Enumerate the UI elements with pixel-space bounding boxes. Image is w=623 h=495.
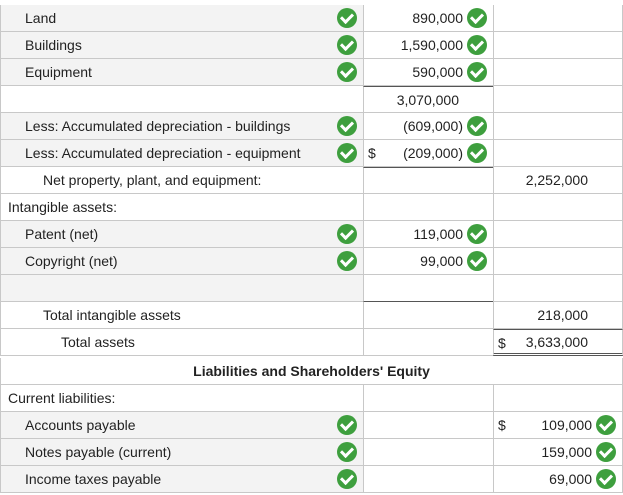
row-accounts-payable bbox=[0, 412, 623, 439]
check-circle-icon bbox=[467, 8, 487, 28]
total-cell[interactable] bbox=[493, 5, 623, 32]
amount-input[interactable]: 109,000 bbox=[541, 417, 592, 433]
row-income-taxes bbox=[0, 466, 623, 493]
account-label: Notes payable (current) bbox=[25, 444, 172, 460]
row-total-intangible bbox=[0, 302, 623, 329]
section-heading: Liabilities and Shareholders' Equity bbox=[0, 358, 623, 385]
total-cell[interactable] bbox=[493, 59, 623, 86]
amount-cell[interactable] bbox=[363, 329, 493, 356]
check-circle-icon bbox=[337, 442, 357, 462]
row-intangible-header bbox=[0, 194, 623, 221]
total-cell[interactable] bbox=[493, 32, 623, 59]
amount-cell[interactable] bbox=[363, 302, 493, 329]
amount-input[interactable]: (609,000) bbox=[403, 118, 463, 134]
amount-cell[interactable] bbox=[363, 466, 493, 493]
amount-cell[interactable] bbox=[363, 275, 493, 302]
total-cell[interactable] bbox=[493, 275, 623, 302]
total-cell[interactable] bbox=[493, 385, 623, 412]
total-cell[interactable] bbox=[493, 248, 623, 275]
amount-cell[interactable] bbox=[363, 439, 493, 466]
row-acc-dep-equipment bbox=[0, 140, 623, 167]
check-circle-icon bbox=[337, 143, 357, 163]
total-label: Total assets bbox=[61, 334, 135, 350]
amount-input[interactable]: 1,590,000 bbox=[400, 37, 463, 53]
subtotal-label: Total intangible assets bbox=[43, 307, 181, 323]
total-cell[interactable] bbox=[493, 221, 623, 248]
account-label: Land bbox=[25, 10, 57, 26]
check-circle-icon bbox=[596, 442, 616, 462]
account-label: Income taxes payable bbox=[25, 471, 162, 487]
check-circle-icon bbox=[337, 469, 357, 489]
check-circle-icon bbox=[467, 251, 487, 271]
check-circle-icon bbox=[337, 224, 357, 244]
check-circle-icon bbox=[337, 251, 357, 271]
amount-cell[interactable] bbox=[363, 194, 493, 221]
account-label: Less: Accumulated depreciation - equipment bbox=[25, 145, 301, 161]
subtotal-value: 3,070,000 bbox=[396, 91, 459, 108]
amount-input[interactable]: (209,000) bbox=[403, 145, 463, 161]
account-label: Less: Accumulated depreciation - buildings bbox=[25, 118, 291, 134]
amount-input[interactable]: 99,000 bbox=[420, 253, 463, 269]
row-patent bbox=[0, 221, 623, 248]
check-circle-icon bbox=[467, 35, 487, 55]
check-circle-icon bbox=[337, 415, 357, 435]
row-net-ppe bbox=[0, 167, 623, 194]
amount-cell[interactable] bbox=[363, 385, 493, 412]
account-label: Equipment bbox=[25, 64, 92, 80]
row-copyright bbox=[0, 248, 623, 275]
amount-input[interactable]: 159,000 bbox=[541, 444, 592, 460]
check-circle-icon bbox=[467, 224, 487, 244]
row-land bbox=[0, 5, 623, 32]
account-label: Buildings bbox=[25, 37, 82, 53]
total-value: 2,252,000 bbox=[525, 172, 588, 188]
total-cell[interactable] bbox=[493, 113, 623, 140]
check-circle-icon bbox=[337, 62, 357, 82]
subtotal-label: Net property, plant, and equipment: bbox=[43, 172, 262, 188]
total-cell[interactable] bbox=[493, 86, 623, 113]
total-value: 3,633,000 bbox=[525, 333, 588, 350]
row-blank bbox=[0, 275, 623, 302]
row-subtotal bbox=[0, 86, 623, 113]
amount-cell[interactable] bbox=[363, 412, 493, 439]
dollar-sign: $ bbox=[498, 417, 506, 433]
label-input[interactable] bbox=[0, 275, 363, 302]
check-circle-icon bbox=[596, 469, 616, 489]
check-circle-icon bbox=[337, 8, 357, 28]
row-buildings bbox=[0, 32, 623, 59]
amount-input[interactable]: 119,000 bbox=[413, 226, 463, 242]
amount-input[interactable]: 890,000 bbox=[412, 10, 463, 26]
row-current-liabilities bbox=[0, 385, 623, 412]
check-circle-icon bbox=[467, 143, 487, 163]
row-acc-dep-buildings bbox=[0, 113, 623, 140]
section-label: Intangible assets: bbox=[8, 199, 117, 215]
account-label: Accounts payable bbox=[25, 417, 136, 433]
account-label: Patent (net) bbox=[25, 226, 99, 242]
row-equipment bbox=[0, 59, 623, 86]
total-value: 218,000 bbox=[537, 307, 588, 323]
amount-cell[interactable] bbox=[363, 167, 493, 194]
row-total-assets bbox=[0, 329, 623, 356]
dollar-sign: $ bbox=[498, 335, 506, 351]
amount-input[interactable]: 590,000 bbox=[412, 64, 463, 80]
amount-input[interactable]: 69,000 bbox=[549, 471, 592, 487]
section-label: Current liabilities: bbox=[8, 390, 116, 406]
dollar-sign: $ bbox=[368, 145, 376, 161]
total-cell[interactable] bbox=[493, 194, 623, 221]
check-circle-icon bbox=[337, 116, 357, 136]
account-label: Copyright (net) bbox=[25, 253, 118, 269]
check-circle-icon bbox=[467, 62, 487, 82]
check-circle-icon bbox=[596, 415, 616, 435]
check-circle-icon bbox=[337, 35, 357, 55]
total-cell[interactable] bbox=[493, 140, 623, 167]
row-notes-payable bbox=[0, 439, 623, 466]
check-circle-icon bbox=[467, 116, 487, 136]
